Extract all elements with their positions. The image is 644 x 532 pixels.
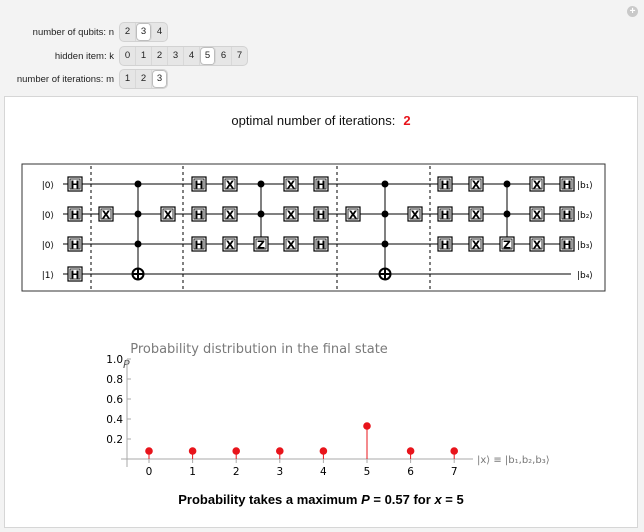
hidden-option-2[interactable]: 2	[152, 47, 168, 65]
plus-icon[interactable]: +	[627, 6, 638, 17]
gate-x-diff2-a2: X	[471, 208, 481, 222]
gate-h-diff1-a1: H	[194, 178, 204, 192]
gate-x-diff1-a2: X	[225, 208, 235, 222]
gate-x-oracle1-b: X	[163, 208, 173, 222]
iterations-option-2[interactable]: 2	[136, 70, 152, 88]
qubits-selector[interactable]	[119, 22, 168, 42]
gate-h-init-4: H	[70, 268, 80, 282]
qubits-option-4[interactable]: 4	[156, 26, 163, 37]
x-tick-label-6: 6	[407, 466, 414, 478]
conclusion-x-text: = 5	[445, 492, 464, 507]
gate-h-diff2-b2: H	[562, 208, 572, 222]
input-state-2: |0⟩	[41, 211, 54, 221]
oracle2-ctrl-2	[382, 211, 389, 218]
gate-x-oracle2-a: X	[348, 208, 358, 222]
oracle2-ctrl-1	[382, 181, 389, 188]
iterations-selector[interactable]	[119, 69, 168, 89]
gate-h-init-2: H	[70, 208, 80, 222]
x-tick-label-4: 4	[320, 466, 327, 478]
y-tick-label-2: 0.4	[106, 414, 123, 426]
input-state-4: |1⟩	[41, 271, 54, 281]
hidden-option-1[interactable]: 1	[136, 47, 152, 65]
x-tick-label-5: 5	[363, 466, 371, 478]
hidden-option-0[interactable]: 0	[120, 47, 136, 65]
gate-x-diff2-a3: X	[471, 238, 481, 252]
gate-h-diff1-a3: H	[194, 238, 204, 252]
hidden-option-7[interactable]: 7	[236, 50, 243, 61]
point-4	[320, 447, 328, 455]
iterations-option-1[interactable]: 1	[120, 70, 136, 88]
output-state-2: |b₂⟩	[577, 211, 593, 221]
hidden-option-3[interactable]: 3	[168, 47, 184, 65]
gate-h-diff2-a2: H	[440, 208, 450, 222]
y-tick-label-3: 0.6	[106, 394, 123, 406]
diff1-cz-dot-1	[258, 181, 265, 188]
iterations-label: number of iterations: m	[16, 74, 114, 85]
output-panel	[4, 96, 638, 528]
qubits-option-2[interactable]: 2	[120, 23, 136, 41]
control-panel	[0, 0, 644, 96]
point-6	[407, 447, 415, 455]
oracle1-ctrl-2	[135, 211, 142, 218]
gate-x-diff1-b1: X	[286, 178, 296, 192]
diff1-cz-dot-2	[258, 211, 265, 218]
diff2-cz-dot-2	[504, 211, 511, 218]
conclusion-p-symbol: P	[361, 492, 370, 507]
gate-x-diff1-b3: X	[286, 238, 296, 252]
oracle1-ctrl-3	[135, 241, 142, 248]
gate-x-diff2-b1: X	[532, 178, 542, 192]
quantum-circuit	[5, 97, 639, 529]
chart-title: Probability distribution in the final state	[130, 342, 388, 357]
chart-y-label: P	[123, 358, 130, 371]
optimal-value: 2	[403, 113, 411, 128]
gate-x-diff1-a1: X	[225, 178, 235, 192]
y-tick-label-4: 0.8	[106, 374, 123, 386]
gate-h-init-3: H	[70, 238, 80, 252]
point-3	[276, 447, 284, 455]
point-5	[363, 422, 371, 430]
gate-z-diff2: Z	[503, 238, 511, 252]
gate-h-diff2-b3: H	[562, 238, 572, 252]
output-state-4: |b₄⟩	[577, 271, 593, 281]
gate-x-diff2-a1: X	[471, 178, 481, 192]
gate-h-init-1: H	[70, 178, 80, 192]
point-1	[189, 447, 197, 455]
conclusion-text	[5, 492, 637, 507]
gate-x-diff2-b3: X	[532, 238, 542, 252]
iterations-option-3[interactable]: 3	[152, 70, 167, 88]
x-tick-label-0: 0	[145, 466, 153, 478]
gate-x-diff1-a3: X	[225, 238, 235, 252]
y-tick-label-1: 0.2	[106, 434, 123, 446]
gate-h-diff2-a1: H	[440, 178, 450, 192]
hidden-option-4[interactable]: 4	[184, 47, 200, 65]
point-0	[145, 447, 153, 455]
gate-h-diff1-b2: H	[316, 208, 326, 222]
gate-x-diff1-b2: X	[286, 208, 296, 222]
conclusion-x-symbol: x	[434, 492, 442, 507]
hidden-item-label: hidden item: k	[54, 51, 114, 62]
input-state-1: |0⟩	[41, 181, 54, 191]
qubits-option-3[interactable]: 3	[136, 23, 152, 41]
gate-x-oracle1-a: X	[101, 208, 111, 222]
x-tick-label-2: 2	[232, 466, 240, 478]
qubits-label: number of qubits: n	[32, 27, 114, 38]
gate-h-diff1-b1: H	[316, 178, 326, 192]
hidden-option-5[interactable]: 5	[200, 47, 216, 65]
hidden-option-6[interactable]: 6	[216, 47, 232, 65]
oracle1-ctrl-1	[135, 181, 142, 188]
input-state-3: |0⟩	[41, 241, 54, 251]
oracle2-ctrl-3	[382, 241, 389, 248]
gate-z-diff1: Z	[257, 238, 265, 252]
output-state-3: |b₃⟩	[577, 241, 593, 251]
gate-h-diff2-b1: H	[562, 178, 572, 192]
gate-x-diff2-b2: X	[532, 208, 542, 222]
chart-x-label: |x⟩ ≡ |b₁,b₂,b₃⟩	[477, 455, 550, 466]
gate-h-diff1-b3: H	[316, 238, 326, 252]
optimal-label: optimal number of iterations:	[231, 113, 396, 128]
hidden-item-selector[interactable]	[119, 46, 248, 66]
x-tick-label-7: 7	[450, 466, 458, 478]
gate-h-diff1-a2: H	[194, 208, 204, 222]
diff2-cz-dot-1	[504, 181, 511, 188]
y-tick-label-5: 1.0	[106, 354, 123, 366]
gate-h-diff2-a3: H	[440, 238, 450, 252]
output-state-1: |b₁⟩	[577, 181, 593, 191]
conclusion-prefix: Probability takes a maximum	[178, 492, 358, 507]
x-tick-label-3: 3	[276, 466, 284, 478]
point-7	[450, 447, 458, 455]
point-2	[232, 447, 240, 455]
gate-x-oracle2-b: X	[410, 208, 420, 222]
conclusion-p-text: = 0.57 for	[373, 492, 431, 507]
x-tick-label-1: 1	[189, 466, 196, 478]
